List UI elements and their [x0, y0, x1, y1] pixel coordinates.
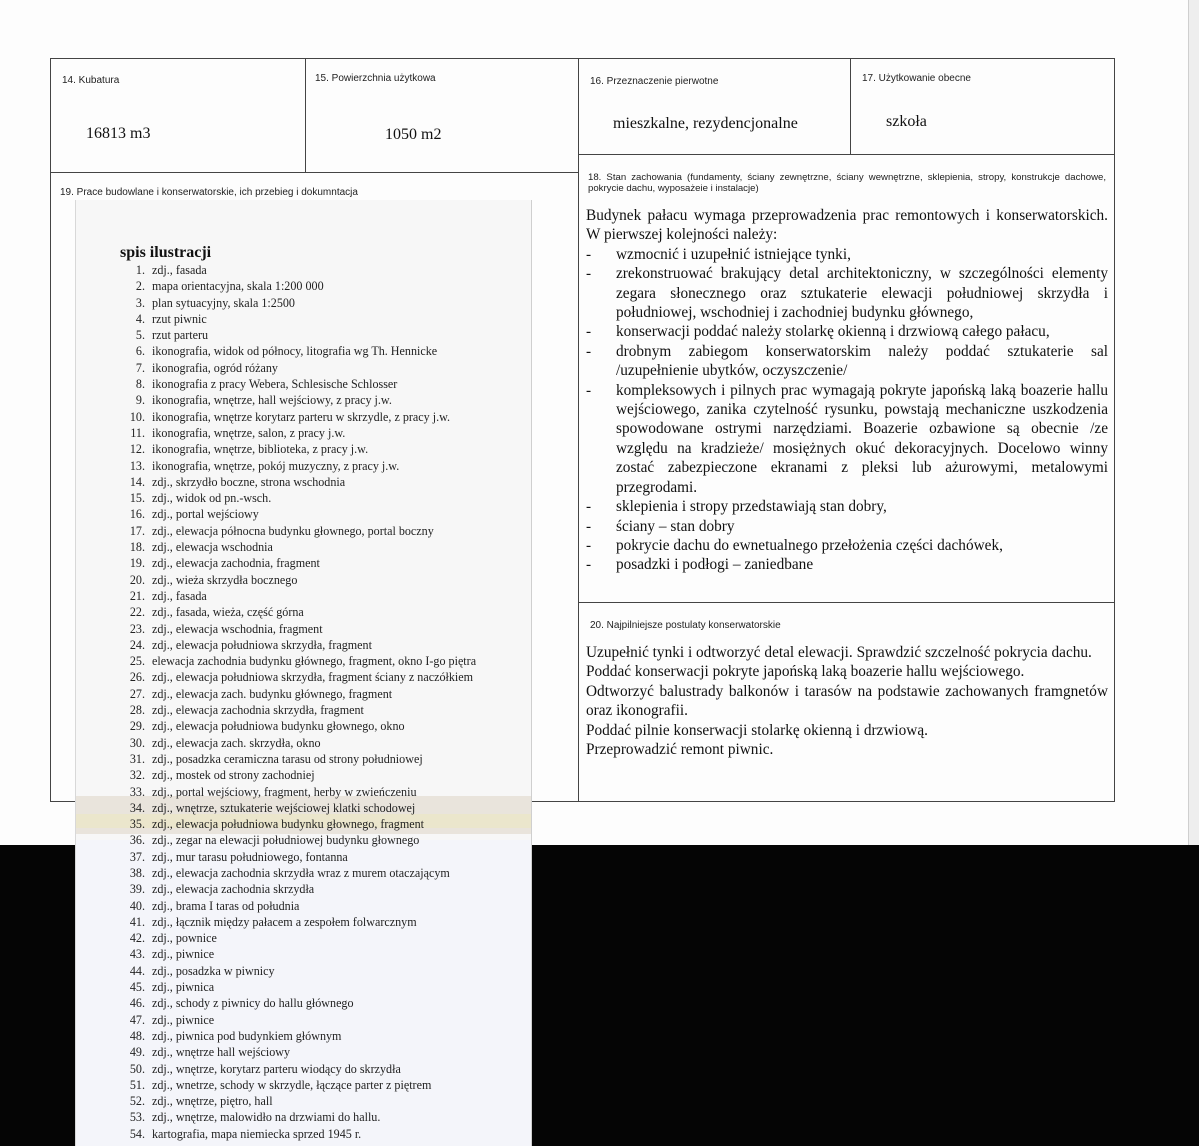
- illustration-item: [117, 311, 476, 327]
- illustration-text: zdj., mostek od strony zachodniej: [152, 768, 315, 783]
- illustration-item: [117, 946, 476, 962]
- illustration-item: [117, 800, 476, 816]
- illustration-text: zdj., elewacja południowa skrzydła, fragment ściany z naczółkiem: [152, 670, 474, 685]
- illustration-number: 50.: [129, 1061, 145, 1076]
- illustration-item: [117, 669, 476, 685]
- illustration-item: [117, 995, 476, 1011]
- illustration-text: zdj., piwnice: [152, 1012, 215, 1027]
- illustration-item: [117, 1044, 476, 1060]
- illustration-item: [117, 621, 476, 637]
- illustration-number: 48.: [129, 1028, 145, 1043]
- illustration-number: 28.: [129, 703, 145, 718]
- illustration-item: [117, 816, 476, 832]
- illustration-item: [117, 523, 476, 539]
- illustration-text: zdj., piwnica: [152, 980, 215, 995]
- illustration-number: 39.: [129, 882, 145, 897]
- illustration-number: 54.: [129, 1126, 145, 1141]
- illustration-item: [117, 767, 476, 783]
- illustration-number: 2.: [135, 279, 145, 294]
- illustration-number: 22.: [129, 605, 145, 620]
- illustration-text: rzut piwnic: [152, 311, 207, 326]
- illustration-number: 7.: [135, 360, 145, 375]
- illustration-number: 26.: [129, 670, 145, 685]
- illustration-text: zdj., wnętrze, malowidło na drzwiami do hallu.: [152, 1110, 381, 1125]
- field-18-bullet: - ściany – stan dobry: [586, 517, 735, 535]
- illustration-number: 36.: [129, 833, 145, 848]
- illustration-item: [117, 881, 476, 897]
- illustration-number: 38.: [129, 865, 145, 880]
- illustration-item: [117, 555, 476, 571]
- field-17-value: szkoła: [886, 113, 927, 130]
- divider-h-left-top: [50, 172, 579, 173]
- illustration-number: 19.: [129, 556, 145, 571]
- field-20-line: Uzupełnić tynki i odtworzyć detal elewacji. Sprawdzić szczelność pokrycia dachu.: [586, 644, 1092, 661]
- field-20-content: [586, 643, 1108, 759]
- illustration-text: elewacja zachodnia budynku głównego, fragment, okno I-go piętra: [152, 654, 477, 669]
- illustration-item: [117, 262, 476, 278]
- divider-v-16-17: [850, 58, 851, 154]
- divider-h-right-mid: [578, 602, 1114, 603]
- illustration-number: 5.: [135, 328, 145, 343]
- illustration-number: 21.: [129, 588, 145, 603]
- field-18-bullet: - posadzki i podłogi – zaniedbane: [586, 556, 814, 574]
- illustration-item: [117, 360, 476, 376]
- illustration-text: zdj., wnętrze, sztukaterie wejściowej klatki schodowej: [152, 800, 416, 815]
- divider-v-14-15: [305, 58, 306, 172]
- illustration-number: 17.: [129, 523, 145, 538]
- field-16-value: mieszkalne, rezydencjonalne: [613, 115, 798, 132]
- illustration-item: [117, 278, 476, 294]
- illustration-text: zdj., elewacja zachodnia, fragment: [152, 556, 320, 571]
- illustration-number: 34.: [129, 800, 145, 815]
- illustration-text: zdj., fasada: [152, 588, 207, 603]
- illustration-item: [117, 458, 476, 474]
- illustration-text: zdj., elewacja południowa skrzydła, fragment: [152, 637, 372, 652]
- illustration-item: [117, 979, 476, 995]
- illustration-text: zdj., portal wejściowy, fragment, herby w zwieńczeniu: [152, 784, 417, 799]
- illustration-item: [117, 604, 476, 620]
- illustration-number: 44.: [129, 963, 145, 978]
- illustration-number: 1.: [135, 263, 145, 277]
- illustration-number: 43.: [129, 947, 145, 962]
- illustration-text: zdj., wnętrze, korytarz parteru wiodący do skrzydła: [152, 1061, 401, 1076]
- illustration-number: 6.: [135, 344, 145, 359]
- illustration-number: 49.: [129, 1045, 145, 1060]
- divider-v-main: [578, 58, 579, 801]
- illustration-item: [117, 1093, 476, 1109]
- illustration-text: zdj., piwnice: [152, 947, 215, 962]
- illustration-item: [117, 409, 476, 425]
- illustration-item: [117, 572, 476, 588]
- illustration-item: [117, 865, 476, 881]
- illustration-number: 53.: [129, 1110, 145, 1125]
- illustration-text: zdj., posadzka w piwnicy: [152, 963, 275, 978]
- illustration-item: [117, 653, 476, 669]
- illustration-number: 42.: [129, 931, 145, 946]
- field-18-bullet: - wzmocnić i uzupełnić istniejące tynki,: [586, 245, 851, 263]
- illustration-text: zdj., widok od pn.-wsch.: [152, 491, 272, 506]
- field-20-line: Poddać pilnie konserwacji stolarkę okienną i drzwiową.: [586, 721, 928, 739]
- illustration-item: [117, 898, 476, 914]
- illustration-number: 20.: [129, 572, 145, 587]
- illustration-number: 45.: [129, 980, 145, 995]
- illustration-text: zdj., wnętrze hall wejściowy: [152, 1045, 291, 1060]
- illustration-text: zdj., elewacja wschodnia, fragment: [152, 621, 323, 636]
- illustration-text: ikonografia, widok od północy, litografia wg Th. Hennicke: [152, 344, 438, 359]
- field-18-bullet: - drobnym zabiegom konserwatorskim należy poddać sztukaterie sal /uzupełnienie ubytków, oczyszczenie/: [586, 342, 1108, 380]
- illustration-number: 47.: [129, 1012, 145, 1027]
- field-18-bullet: - sklepienia i stropy przedstawiają stan dobry,: [586, 498, 887, 516]
- illustration-number: 40.: [129, 898, 145, 913]
- illustration-number: 46.: [129, 996, 145, 1011]
- field-18-bullet: - pokrycie dachu do ewnetualnego przełożenia części dachówek,: [586, 536, 1003, 554]
- illustration-number: 51.: [129, 1077, 145, 1092]
- illustration-item: [117, 295, 476, 311]
- illustration-number: 18.: [129, 540, 145, 555]
- illustration-number: 30.: [129, 735, 145, 750]
- illustration-number: 16.: [129, 507, 145, 522]
- illustration-number: 15.: [129, 491, 145, 506]
- illustration-item: [117, 1077, 476, 1093]
- field-20-line: Przeprowadzić remont piwnic.: [586, 741, 774, 759]
- illustration-item: [117, 686, 476, 702]
- illustration-number: 52.: [129, 1094, 145, 1109]
- field-20-label: 20. Najpilniejsze postulaty konserwatorskie: [590, 620, 781, 631]
- illustration-number: 35.: [129, 817, 145, 832]
- illustration-number: 4.: [135, 311, 145, 326]
- illustration-item: [117, 637, 476, 653]
- illustration-text: zdj., zegar na elewacji południowej budynku głownego: [152, 833, 420, 848]
- illustration-text: zdj., skrzydło boczne, strona wschodnia: [152, 474, 346, 489]
- illustration-text: zdj., wnętrze, piętro, hall: [152, 1094, 273, 1109]
- illustration-text: zdj., portal wejściowy: [152, 507, 259, 522]
- illustration-text: zdj., schody z piwnicy do hallu głównego: [152, 996, 354, 1011]
- illustration-number: 32.: [129, 768, 145, 783]
- illustrations-list: [117, 262, 476, 1142]
- illustration-text: ikonografia, wnętrze, pokój muzyczny, z pracy j.w.: [152, 458, 400, 473]
- illustration-item: [117, 784, 476, 800]
- illustration-text: zdj., piwnica pod budynkiem głównym: [152, 1028, 342, 1043]
- illustration-text: zdj., pownice: [152, 931, 217, 946]
- field-20-line: Poddać konserwacji pokryte japońską laką boazerie hallu wejściowego.: [586, 663, 1025, 681]
- illustration-text: zdj., posadzka ceramiczna tarasu od strony południowej: [152, 751, 423, 766]
- field-18-intro: Budynek pałacu wymaga przeprowadzenia prac remontowych i konserwatorskich. W pierwszej kolejności należy:: [586, 207, 1108, 244]
- illustration-text: ikonografia, wnętrze, salon, z pracy j.w.: [152, 425, 346, 440]
- illustration-text: zdj., fasada: [152, 263, 207, 277]
- illustration-item: [117, 490, 476, 506]
- illustration-text: zdj., elewacja zach. skrzydła, okno: [152, 735, 321, 750]
- illustration-text: zdj., elewacja zachodnia skrzydła: [152, 882, 315, 897]
- illustration-item: [117, 849, 476, 865]
- illustration-text: mapa orientacyjna, skala 1:200 000: [152, 279, 324, 294]
- illustration-item: [117, 506, 476, 522]
- divider-h-right-top: [578, 154, 1114, 155]
- illustration-text: zdj., elewacja zach. budynku głównego, fragment: [152, 686, 393, 701]
- illustration-text: kartografia, mapa niemiecka sprzed 1945 r.: [152, 1126, 362, 1141]
- illustration-item: [117, 832, 476, 848]
- illustration-item: [117, 718, 476, 734]
- field-18-bullet: - konserwacji poddać należy stolarkę okienną i drzwiową całego pałacu,: [586, 323, 1050, 341]
- illustration-text: plan sytuacyjny, skala 1:2500: [152, 295, 295, 310]
- illustrations-title: spis ilustracji: [120, 244, 212, 261]
- illustration-number: 12.: [129, 442, 145, 457]
- illustration-text: zdj., elewacja wschodnia: [152, 540, 273, 555]
- illustration-number: 23.: [129, 621, 145, 636]
- illustration-text: ikonografia, wnętrze korytarz parteru w skrzydle, z pracy j.w.: [152, 409, 451, 424]
- illustration-text: zdj., brama I taras od południa: [152, 898, 300, 913]
- illustration-text: ikonografia, wnętrze, biblioteka, z pracy j.w.: [152, 442, 369, 457]
- field-18-bullet: - kompleksowych i pilnych prac wymagają pokryte japońską laką boazerie hallu wejściowego, zanika czytelność rysunku, powstają mechaniczne uszkodzenia spowodowane ostrymi narzędziami. Boazerie ozbawione są obecnie /ze względu na kradzieże/ mosiężnych okuć dekoracyjnych. Docelowo winny zostać zabezpieczone ekranami z pleksi lub ażurowymi, metalowymi przegrodami.: [586, 381, 1108, 496]
- sheet-edge: [1188, 0, 1199, 845]
- illustration-text: zdj., wnetrze, schody w skrzydle, łączące parter z piętrem: [152, 1077, 432, 1092]
- field-18-content: [586, 206, 1108, 575]
- illustration-text: ikonografia, wnętrze, hall wejściowy, z pracy j.w.: [152, 393, 392, 408]
- illustration-item: [117, 751, 476, 767]
- illustration-text: zdj., elewacja południowa budynku głownego, okno: [152, 719, 405, 734]
- illustration-item: [117, 425, 476, 441]
- illustration-number: 24.: [129, 637, 145, 652]
- illustration-number: 3.: [135, 295, 145, 310]
- illustration-number: 11.: [130, 425, 145, 440]
- field-14-label: 14. Kubatura: [62, 75, 120, 86]
- illustration-item: [117, 392, 476, 408]
- field-15-label: 15. Powierzchnia użytkowa: [315, 73, 436, 84]
- field-16-label: 16. Przeznaczenie pierwotne: [590, 76, 719, 87]
- illustration-text: zdj., elewacja północna budynku głownego, portal boczny: [152, 523, 434, 538]
- illustration-item: [117, 963, 476, 979]
- illustration-number: 37.: [129, 849, 145, 864]
- illustration-text: zdj., mur tarasu południowego, fontanna: [152, 849, 348, 864]
- illustration-number: 10.: [129, 409, 145, 424]
- illustration-number: 33.: [129, 784, 145, 799]
- illustration-number: 31.: [129, 751, 145, 766]
- illustration-number: 27.: [129, 686, 145, 701]
- illustration-text: zdj., elewacja południowa budynku głownego, fragment: [152, 817, 425, 832]
- illustration-text: ikonografia z pracy Webera, Schlesische Schlosser: [152, 377, 398, 392]
- illustration-item: [117, 930, 476, 946]
- illustration-item: [117, 702, 476, 718]
- field-20-line: Odtworzyć balustrady balkonów i tarasów na podstawie zachowanych framgnetów oraz ikonografii.: [586, 682, 1108, 720]
- field-18-label: 18. Stan zachowania (fundamenty, ściany zewnętrzne, ściany wewnętrzne, sklepienia, stropy, konstrukcje dachowe, pokrycie dachu, wyposażeie i instalacje): [588, 172, 1106, 194]
- field-18-bullet: - zrekonstruować brakujący detal architektoniczny, w szczególności elementy zegara słonecznego oraz sztukaterie elewacji południowej skrzydła i południowej, wschodniej i zachodniej budynku głównego,: [586, 265, 1108, 322]
- illustration-text: zdj., łącznik między pałacem a zespołem folwarcznym: [152, 914, 417, 929]
- illustration-text: zdj., elewacja zachodnia skrzydła wraz z murem otaczającym: [152, 865, 450, 880]
- illustration-item: [117, 735, 476, 751]
- illustration-number: 41.: [129, 914, 145, 929]
- illustration-number: 9.: [135, 393, 145, 408]
- illustration-number: 8.: [135, 377, 145, 392]
- illustration-number: 14.: [129, 474, 145, 489]
- illustration-item: [117, 1061, 476, 1077]
- illustration-text: ikonografia, ogród różany: [152, 360, 278, 375]
- field-14-value: 16813 m3: [86, 125, 151, 142]
- illustration-item: [117, 327, 476, 343]
- illustration-item: [117, 1126, 476, 1142]
- illustration-item: [117, 441, 476, 457]
- illustration-text: zdj., elewacja zachodnia skrzydła, fragment: [152, 703, 364, 718]
- illustration-item: [117, 539, 476, 555]
- illustration-item: [117, 474, 476, 490]
- illustration-item: [117, 588, 476, 604]
- illustration-number: 29.: [129, 719, 145, 734]
- illustration-item: [117, 376, 476, 392]
- illustration-text: zdj., fasada, wieża, część górna: [152, 605, 304, 620]
- field-19-label: 19. Prace budowlane i konserwatorskie, ich przebieg i dokumntacja: [60, 187, 358, 198]
- illustration-item: [117, 1028, 476, 1044]
- illustration-item: [117, 1012, 476, 1028]
- illustration-text: zdj., wieża skrzydła bocznego: [152, 572, 298, 587]
- illustration-number: 13.: [129, 458, 145, 473]
- illustration-number: 25.: [129, 654, 145, 669]
- field-17-label: 17. Użytkowanie obecne: [862, 73, 971, 84]
- illustration-item: [117, 1109, 476, 1125]
- illustrations-list-paper: [75, 200, 532, 1146]
- illustration-item: [117, 343, 476, 359]
- field-15-value: 1050 m2: [385, 126, 442, 143]
- illustration-item: [117, 914, 476, 930]
- illustration-text: rzut parteru: [152, 328, 209, 343]
